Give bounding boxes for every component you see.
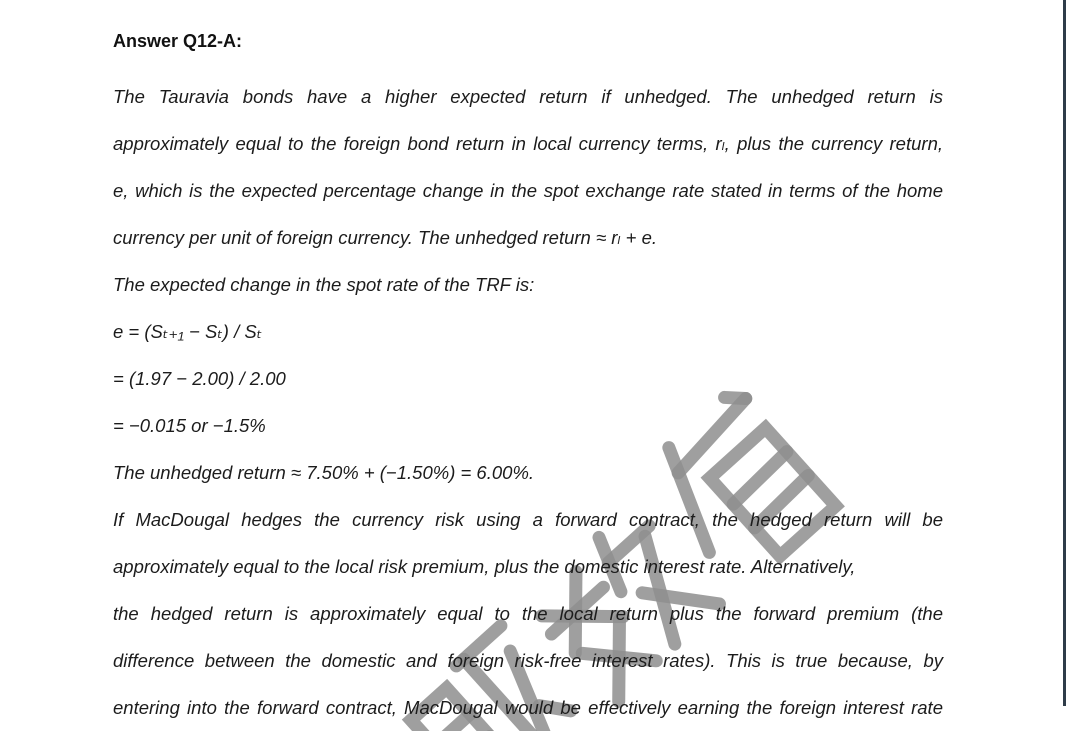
text-line: approximately equal to the foreign bond return in local currency terms, rₗ, plus the currency return, bbox=[113, 133, 943, 154]
answer-heading: Answer Q12-A: bbox=[113, 31, 243, 51]
text-line: If MacDougal hedges the currency risk using a forward contract, the hedged return will be bbox=[113, 509, 943, 530]
formula-line: = −0.015 or −1.5% bbox=[113, 415, 266, 436]
text-line: the hedged return is approximately equal to the local return plus the forward premium (the bbox=[113, 603, 943, 624]
text-line: difference between the domestic and foreign risk-free interest rates). This is true because, by bbox=[113, 650, 943, 671]
text-line-clipped: entering into the forward contract, MacDougal would be effectively earning the foreign interest rate bbox=[113, 697, 943, 718]
formula-line: = (1.97 − 2.00) / 2.00 bbox=[113, 368, 286, 389]
text-line: e, which is the expected percentage change in the spot exchange rate stated in terms of the home bbox=[113, 180, 943, 201]
text-line: approximately equal to the local risk premium, plus the domestic interest rate. Alternatively, bbox=[113, 556, 856, 577]
text-line: The expected change in the spot rate of the TRF is: bbox=[113, 274, 535, 295]
text-line: The unhedged return ≈ 7.50% + (−1.50%) = 6.00%. bbox=[113, 462, 535, 483]
formula-line: e = (Sₜ₊₁ − Sₜ) / Sₜ bbox=[113, 321, 263, 342]
text-line: The Tauravia bonds have a higher expected return if unhedged. The unhedged return is bbox=[113, 86, 943, 107]
text-line: currency per unit of foreign currency. The unhedged return ≈ rₗ + e. bbox=[113, 227, 658, 248]
